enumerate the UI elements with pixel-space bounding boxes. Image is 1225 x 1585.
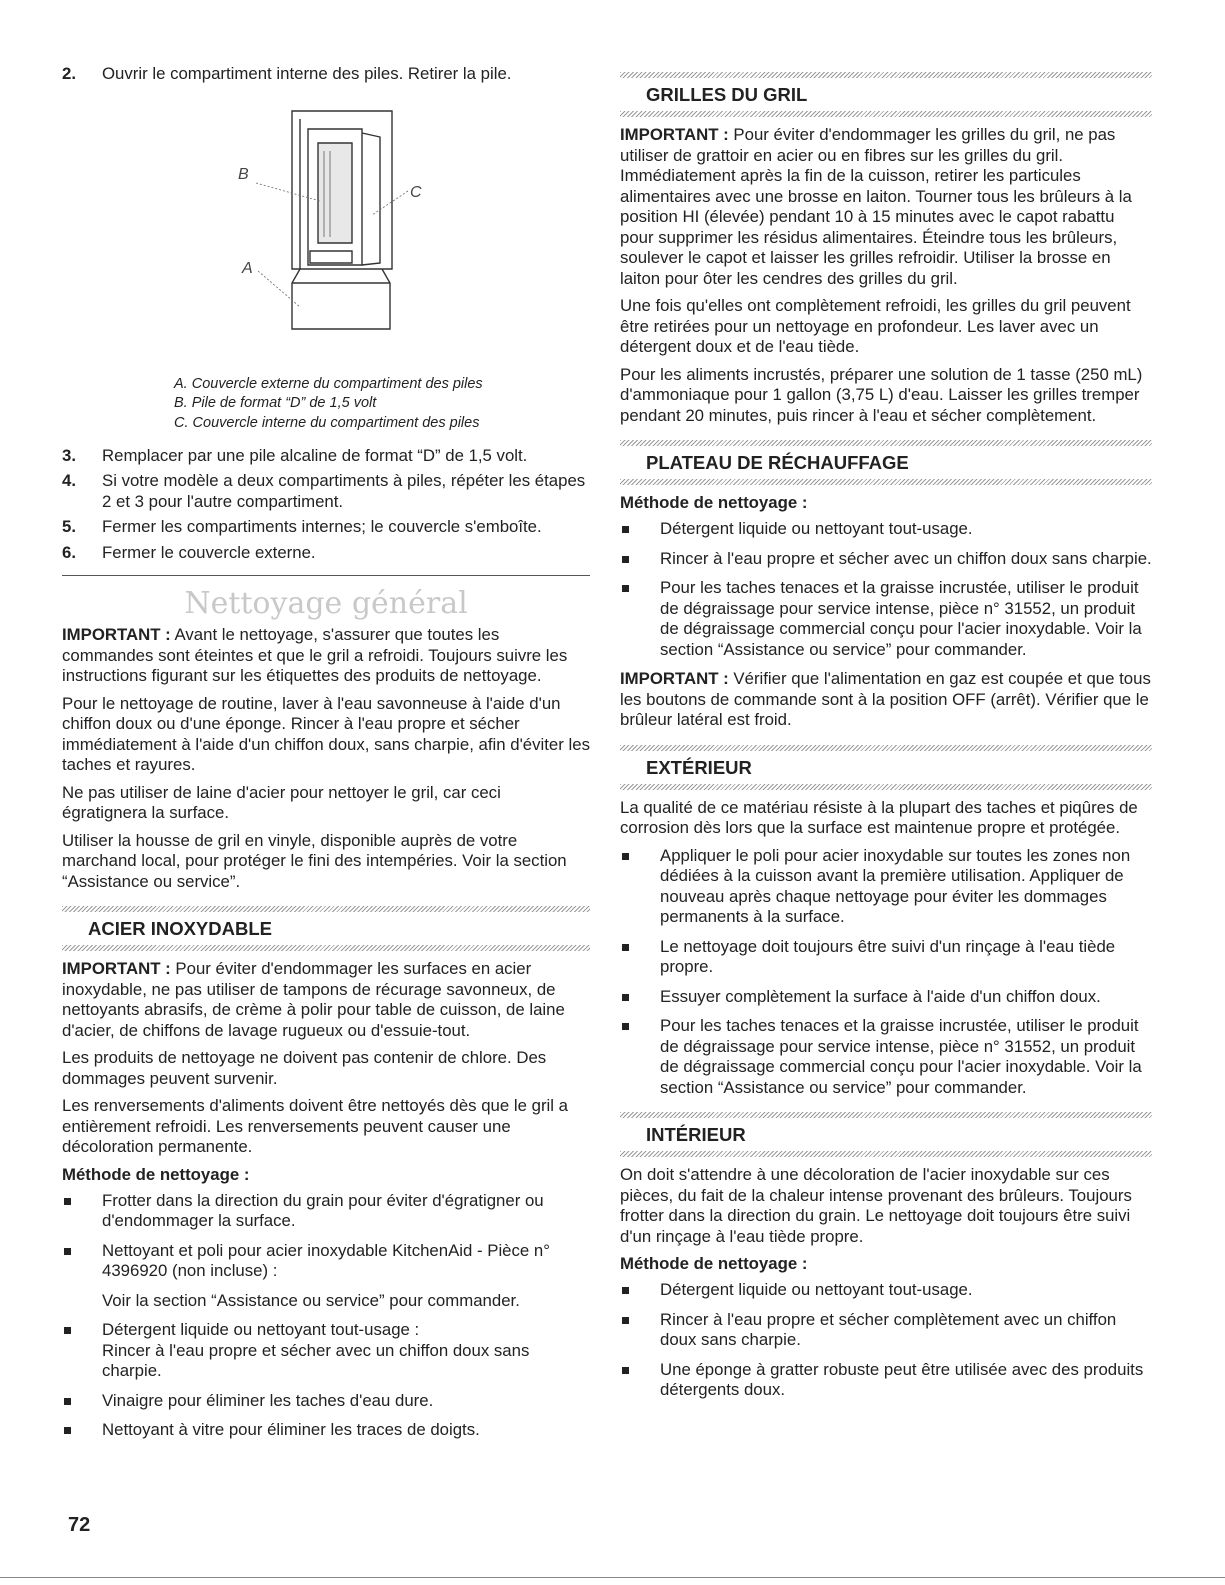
bullet-text: Rincer à l'eau propre et sécher avec un chiffon doux sans charpie. [660,548,1152,568]
step-text: Fermer les compartiments internes; le couvercle s'emboîte. [102,517,542,537]
step-text: Si votre modèle a deux compartiments à piles, répéter les étapes 2 et 3 pour l'autre compartiment. [102,471,586,511]
bullet-item [620,937,1152,978]
page-number: 72 [68,1514,91,1536]
bullet-item [620,1360,1152,1401]
bullet-item [620,1016,1152,1098]
grilles-paragraph: Une fois qu'elles ont complètement refroidi, les grilles du gril peuvent être retirées pour un nettoyage en profondeur. Les laver avec un détergent doux et de l'eau tiède. [620,296,1131,356]
method-heading: Méthode de nettoyage : [620,1254,808,1273]
right-column [620,0,1152,1410]
bullet-item [620,1310,1152,1351]
step-text: Remplacer par une pile alcaline de format “D” de 1,5 volt. [102,445,528,465]
section-header-plateau [620,440,1152,485]
bullet-item [620,549,1152,570]
step-item [62,471,590,512]
bullet-square-icon [622,1367,629,1374]
bullet-text: Vinaigre pour éliminer les taches d'eau dure. [102,1390,434,1410]
bullet-square-icon [622,1287,629,1294]
bullet-text: Nettoyant et poli pour acier inoxydable KitchenAid - Pièce n° 4396920 (non incluse) : [102,1240,550,1281]
bullet-text: Une éponge à gratter robuste peut être utilisée avec des produits détergents doux. [660,1359,1144,1399]
bullet-square-icon [622,556,629,563]
figure-label-a: A [242,259,253,277]
important-label: IMPORTANT : [62,959,171,979]
general-paragraph: Utiliser la housse de gril en vinyle, disponible auprès de votre marchand local, pour protéger le fini des intempéries. Voir la section “Assistance ou service”. [62,830,567,891]
bullet-text: Rincer à l'eau propre et sécher complètement avec un chiffon doux sans charpie. [660,1309,1117,1349]
acier-paragraph: Les renversements d'aliments doivent être nettoyés dès que le gril a entièrement refroidi. Les renversements peuvent causer une décoloration permanente. [62,1096,568,1157]
plateau-important [620,669,1152,731]
battery-figure [62,93,590,383]
bullet-text: Frotter dans la direction du grain pour éviter d'égratigner ou d'endommager la surface. [102,1190,544,1231]
section-divider [62,575,590,576]
section-heading: GRILLES DU GRIL [646,84,808,105]
step-number: 4. [62,471,76,491]
hatch-bar [620,1151,1152,1157]
battery-compartment-illustration [62,93,590,383]
bullet-square-icon [64,1427,71,1434]
hatch-bar [620,111,1152,117]
bullet-text: Nettoyant à vitre pour éliminer les traces de doigts. [102,1420,480,1440]
bullet-subtext: Rincer à l'eau propre et sécher avec un chiffon doux sans charpie. [102,1340,530,1381]
interieur-bullet-list [620,1280,1152,1401]
bullet-square-icon [622,853,629,860]
important-label: IMPORTANT : [620,669,729,688]
left-column [62,0,590,1450]
step-text: Ouvrir le compartiment interne des piles. Retirer la pile. [102,64,512,83]
bullet-text: Pour les taches tenaces et la graisse incrustée, utiliser le produit de dégraissage pour service intense, pièce n° 31552, un produit de dégraissage commercial conçu pour l'acier inoxydable. Voir la section “Assistance ou service” pour commander. [660,1016,1142,1097]
hatch-bar [620,479,1152,485]
important-text: Vérifier que l'alimentation en gaz est coupée et que tous les boutons de commande sont à la position OFF (arrêt). Vérifier que le brûleur latéral est froid. [620,669,1151,729]
important-label: IMPORTANT : [62,625,171,645]
general-important [62,625,590,687]
section-header-grilles [620,72,1152,117]
step-list [62,446,590,564]
step-list-top [62,64,590,85]
general-paragraph: Ne pas utiliser de laine d'acier pour nettoyer le gril, car ceci égratignera la surface. [62,782,501,823]
bullet-text: Le nettoyage doit toujours être suivi d'un rinçage à l'eau tiède propre. [660,936,1116,976]
bullet-square-icon [622,585,629,592]
interieur-paragraph: On doit s'attendre à une décoloration de l'acier inoxydable sur ces pièces, du fait de la chaleur intense provenant des brûleurs. Toujours frotter dans la direction du grain. Le nettoyage doit toujours être suivi d'un rinçage à l'eau tiède propre. [620,1165,1132,1246]
step-item [62,543,590,564]
step-item [62,64,590,85]
important-text: Pour éviter d'endommager les surfaces en acier inoxydable, ne pas utiliser de tampons de récurage savonneux, de nettoyants abrasifs, de crème à polir pour table de cuisson, de laine d'acier, de chiffons de lavage rugueux ou d'essuie-tout. [62,959,565,1040]
figure-label-b: B [238,165,249,183]
bullet-subtext: Voir la section “Assistance ou service” pour commander. [102,1290,520,1310]
bullet-text: Détergent liquide ou nettoyant tout-usage : [102,1320,420,1340]
important-text: Pour éviter d'endommager les grilles du gril, ne pas utiliser de grattoir en acier ou en fibres sur les grilles du gril. Immédiatement après la fin de la cuisson, retirer les particules alimentaires avec une brosse en laiton. Tourner tous les brûleurs à la position HI (élevée) pendant 10 à 15 minutes avec le capot rabattu pour supprimer les résidus alimentaires. Éteindre tous les brûleurs, soulever le capot et laisser les grilles refroidir. Utiliser la brosse en laiton pour ôter les cendres des grilles du gril. [620,125,1132,288]
hatch-bar [62,945,590,951]
important-text: Avant le nettoyage, s'assurer que toutes les commandes sont éteintes et que le gril a refroidi. Toujours suivre les instructions figurant sur les étiquettes des produits de nettoyage. [62,625,568,686]
general-paragraph: Pour le nettoyage de routine, laver à l'eau savonneuse à l'aide d'un chiffon doux ou d'une éponge. Rincer à l'eau propre et sécher immédiatement à l'aide d'un chiffon doux, sans charpie, afin d'éviter les taches et rayures. [62,693,590,775]
step-number: 3. [62,445,76,465]
bullet-item [620,1280,1152,1301]
bullet-text: Détergent liquide ou nettoyant tout-usage. [660,519,973,538]
bottom-border [0,1577,1225,1578]
bullet-square-icon [622,1023,629,1030]
acier-important [62,959,590,1041]
bullet-item [620,987,1152,1008]
important-label: IMPORTANT : [620,125,729,144]
grilles-important [620,125,1152,289]
bullet-item [62,1391,590,1412]
bullet-square-icon [64,1248,71,1255]
bullet-item [62,1241,590,1312]
bullet-text: Appliquer le poli pour acier inoxydable sur toutes les zones non dédiées à la cuisson avant la première utilisation. Appliquer de nouveau après chaque nettoyage pour éviter les dommages permanents à la surface. [660,845,1131,926]
method-heading: Méthode de nettoyage : [62,1164,250,1184]
bullet-item [620,846,1152,928]
acier-paragraph: Les produits de nettoyage ne doivent pas contenir de chlore. Des dommages peuvent survenir. [62,1048,547,1088]
hatch-bar [620,784,1152,790]
bullet-square-icon [64,1198,71,1205]
section-header-interieur [620,1112,1152,1157]
section-header-acier [62,906,590,951]
step-number: 6. [62,542,76,562]
section-heading: ACIER INOXYDABLE [88,918,272,940]
step-item [62,517,590,538]
figure-label-c: C [410,183,422,201]
step-item [62,446,590,467]
bullet-square-icon [622,994,629,1001]
exterieur-paragraph: La qualité de ce matériau résiste à la plupart des taches et piqûres de corrosion dès lors que la surface est maintenue propre et protégée. [620,797,1138,837]
bullet-text: Essuyer complètement la surface à l'aide d'un chiffon doux. [660,986,1101,1006]
bullet-item [62,1420,590,1441]
exterieur-bullet-list [620,846,1152,1099]
caption-c: C. Couvercle interne du compartiment des piles [174,415,480,432]
section-header-exterieur [620,745,1152,790]
bullet-square-icon [64,1327,71,1334]
bullet-item [620,578,1152,660]
figure-caption [62,375,590,434]
step-text: Fermer le couvercle externe. [102,542,316,562]
caption-b: B. Pile de format “D” de 1,5 volt [174,395,377,412]
section-title-general: Nettoyage général [184,586,468,622]
bullet-text: Détergent liquide ou nettoyant tout-usage. [660,1280,973,1299]
step-number: 5. [62,517,76,537]
section-heading: PLATEAU DE RÉCHAUFFAGE [646,452,909,473]
bullet-item [62,1320,590,1382]
plateau-bullet-list [620,519,1152,660]
acier-bullet-list [62,1191,590,1441]
grilles-paragraph: Pour les aliments incrustés, préparer une solution de 1 tasse (250 mL) d'ammoniaque pour 1 gallon (3,75 L) d'eau. Laisser les grilles tremper pendant 20 minutes, puis rincer à l'eau et sécher complètement. [620,364,1143,425]
step-number: 2. [62,64,76,83]
section-heading: EXTÉRIEUR [646,756,752,778]
caption-a: A. Couvercle externe du compartiment des piles [174,375,483,392]
bullet-square-icon [64,1398,71,1405]
bullet-item [620,519,1152,540]
bullet-item [62,1191,590,1232]
bullet-square-icon [622,1317,629,1324]
bullet-square-icon [622,944,629,951]
bullet-square-icon [622,526,629,533]
method-heading: Méthode de nettoyage : [620,493,808,512]
section-heading: INTÉRIEUR [646,1124,746,1145]
bullet-text: Pour les taches tenaces et la graisse incrustée, utiliser le produit de dégraissage pour service intense, pièce n° 31552, un produit de dégraissage commercial conçu pour l'acier inoxydable. Voir la section “Assistance ou service” pour commander. [660,578,1142,659]
